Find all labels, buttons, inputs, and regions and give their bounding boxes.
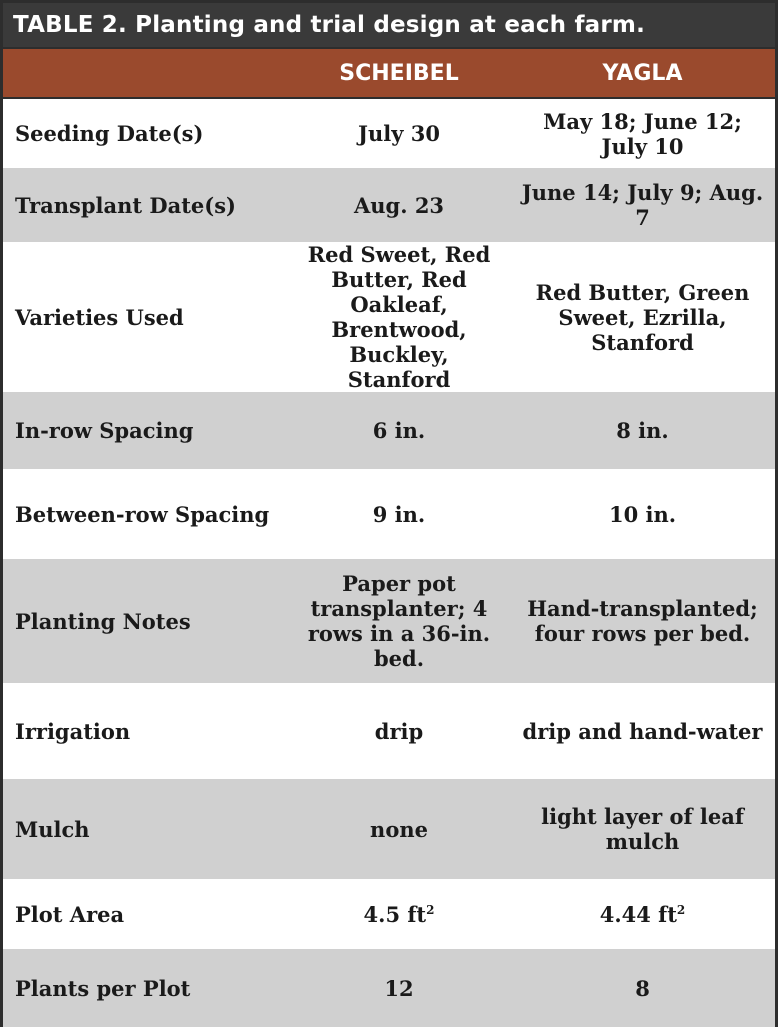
cell-yagla: light layer of leaf mulch <box>510 779 775 879</box>
cell-yagla <box>510 879 775 949</box>
superscript: 2 <box>426 902 435 917</box>
planting-design-table <box>3 49 775 1027</box>
header-scheibel: SCHEIBEL <box>288 49 510 98</box>
table-row <box>3 392 775 469</box>
table-row <box>3 949 775 1027</box>
table-row <box>3 168 775 242</box>
cell-scheibel: July 30 <box>288 98 510 168</box>
cell-yagla: 8 in. <box>510 392 775 469</box>
header-label <box>3 49 288 98</box>
cell-scheibel: Paper pot transplanter; 4 rows in a 36-in. bed. <box>288 559 510 683</box>
header-row <box>3 49 775 98</box>
cell-yagla: May 18; June 12; July 10 <box>510 98 775 168</box>
cell-yagla: drip and hand-water <box>510 683 775 779</box>
table-row <box>3 469 775 559</box>
row-label: Seeding Date(s) <box>3 98 288 168</box>
cell-yagla: Hand-transplanted; four rows per bed. <box>510 559 775 683</box>
table-row <box>3 683 775 779</box>
cell-yagla: 10 in. <box>510 469 775 559</box>
row-label: Transplant Date(s) <box>3 168 288 242</box>
superscript: 2 <box>676 902 686 917</box>
table-row <box>3 779 775 879</box>
cell-scheibel: 12 <box>288 949 510 1027</box>
table-row <box>3 242 775 392</box>
row-label: Mulch <box>3 779 288 879</box>
table-row <box>3 98 775 168</box>
table-row <box>3 879 775 949</box>
header-yagla: YAGLA <box>510 49 775 98</box>
row-label: Plot Area <box>3 879 288 949</box>
value-text: 4.44 ft <box>599 901 677 927</box>
table-title: TABLE 2. Planting and trial design at each farm. <box>3 3 775 49</box>
cell-scheibel: drip <box>288 683 510 779</box>
row-label: Plants per Plot <box>3 949 288 1027</box>
cell-scheibel <box>288 879 510 949</box>
row-label: Between-row Spacing <box>3 469 288 559</box>
cell-scheibel: none <box>288 779 510 879</box>
cell-yagla: 8 <box>510 949 775 1027</box>
cell-scheibel: Red Sweet, Red Butter, Red Oakleaf, Brentwood, Buckley, Stanford <box>288 242 510 392</box>
row-label: Varieties Used <box>3 242 288 392</box>
cell-scheibel: Aug. 23 <box>288 168 510 242</box>
row-label: Planting Notes <box>3 559 288 683</box>
cell-yagla: June 14; July 9; Aug. 7 <box>510 168 775 242</box>
row-label: In-row Spacing <box>3 392 288 469</box>
row-label: Irrigation <box>3 683 288 779</box>
cell-scheibel: 6 in. <box>288 392 510 469</box>
value-text: 4.5 ft <box>363 901 427 927</box>
table-row <box>3 559 775 683</box>
cell-scheibel: 9 in. <box>288 469 510 559</box>
cell-yagla: Red Butter, Green Sweet, Ezrilla, Stanford <box>510 242 775 392</box>
